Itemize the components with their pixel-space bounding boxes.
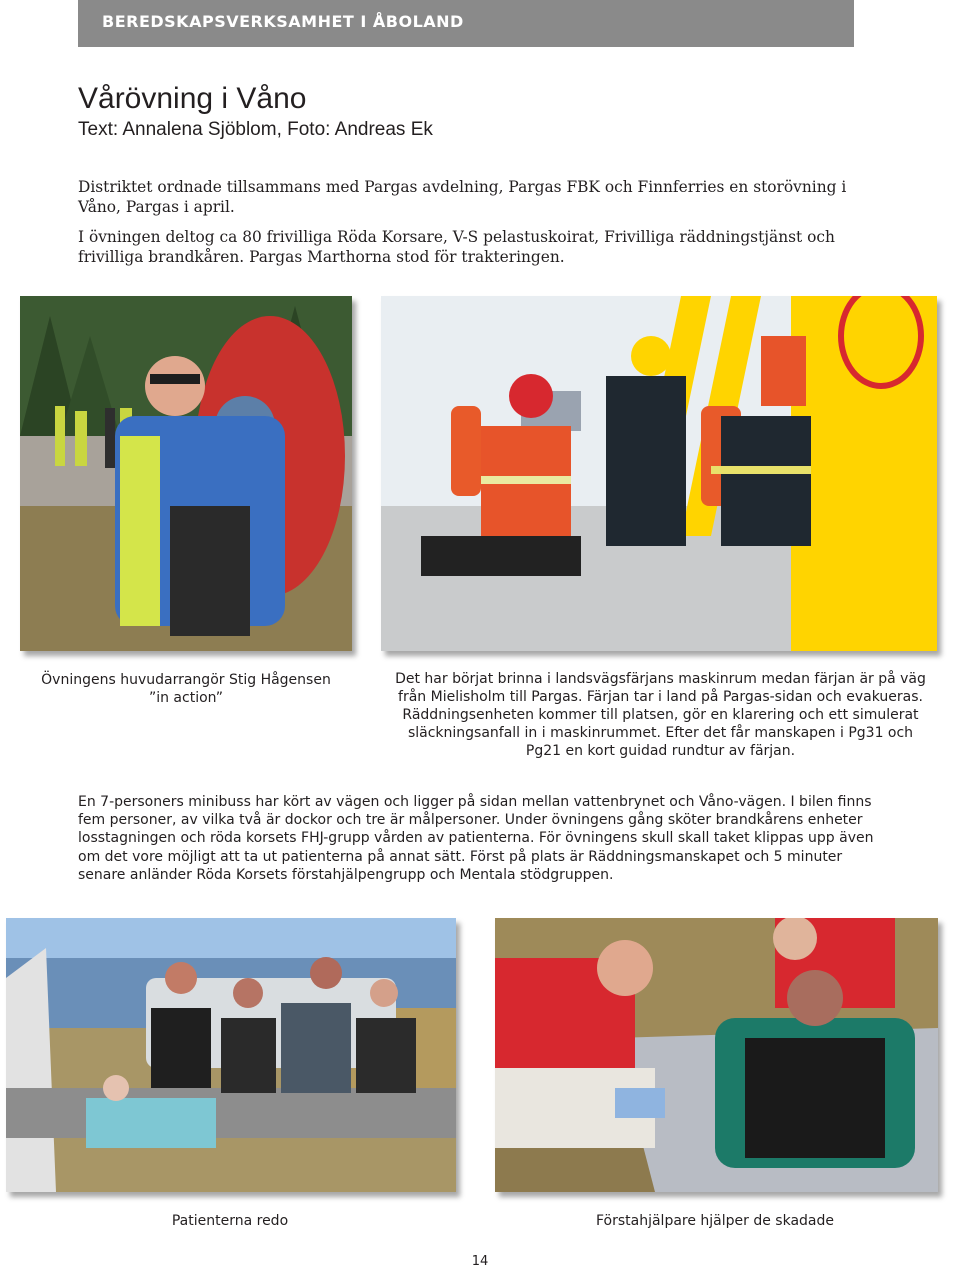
photo-first-aiders [495,918,938,1192]
section-header-bar [78,0,854,47]
caption-photo-1: Övningens huvudarrangör Stig Hågensen ”in action” [41,672,331,706]
photo-patients-ready [6,918,456,1192]
caption-photo-3: Patienterna redo [171,1213,289,1229]
photo-firefighters-ferry [381,296,937,651]
body-paragraph: En 7-personers minibuss har kört av vägen och ligger på sidan mellan vattenbrynet och Våno-vägen. I bilen finns fem personer, av vilka två är dockor och tre är målpersoner. Under övningens gång sköter brandkårens enheter losstagningen och röda korsets FHJ-grupp vården av patienterna. För övningens skull skall taket klippas upp även om det vore möjligt att ta ut patienterna på annat sätt. Först på plats är Räddningsmanskapet och 5 minuter senare anländer Röda Korsets förstahjälpengrupp och Mentala stödgruppen. [78,794,874,883]
intro-paragraph-1: Distriktet ordnade tillsammans med Pargas avdelning, Pargas FBK och Finnferries en storövning i Våno, Pargas i april. [78,178,847,216]
page-number: 14 [471,1254,489,1269]
section-label: BEREDSKAPSVERKSAMHET I ÅBOLAND [102,12,464,31]
article-byline: Text: Annalena Sjöblom, Foto: Andreas Ek [78,119,433,140]
caption-photo-4: Förstahjälpare hjälper de skadade [595,1213,835,1229]
article-title: Vårövning i Våno [78,82,307,115]
intro-paragraph-2: I övningen deltog ca 80 frivilliga Röda Korsare, V-S pelastuskoirat, Frivilliga räddningstjänst och frivilliga brandkåren. Pargas Marthorna stod för trakteringen. [78,228,835,266]
photo-organizer-carrying-bag [20,296,352,651]
caption-photo-2: Det har börjat brinna i landsvägsfärjans maskinrum medan färjan är på väg från Mielisholm till Pargas. Färjan tar i land på Pargas-sidan och evakueras. Räddningsenheten kommer till platsen, gör en klarering och ett simulerat släckningsanfall in i maskinrummet. Efter det får manskapen i Pg31 och Pg21 en kort guidad rundtur av färjan. [395,671,926,759]
